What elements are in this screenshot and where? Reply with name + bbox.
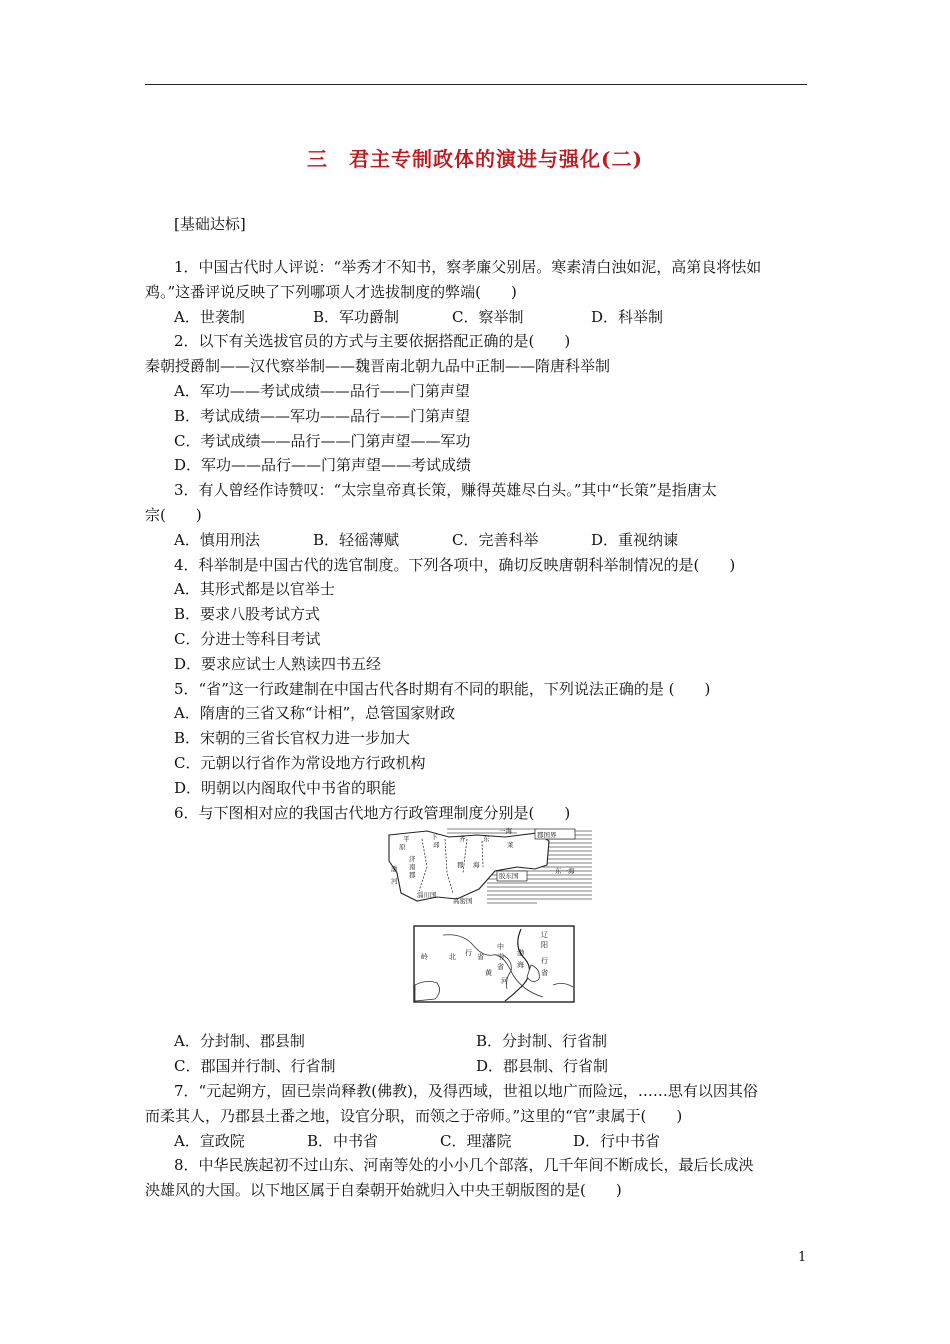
svg-text:省: 省 [477, 953, 484, 962]
q1-stem-line2: 鸡。”这番评说反映了下列哪项人才选拔制度的弊端( ) [145, 282, 517, 301]
q4-stem: 4．科举制是中国古代的选官制度。下列各项中，确切反映唐朝科举制情况的是( ) [174, 555, 736, 574]
q6-option-a[interactable]: A．分封制、郡县制 [174, 1032, 305, 1051]
q7-options [145, 1129, 810, 1154]
svg-text:行: 行 [465, 949, 472, 958]
question-list [145, 255, 810, 1203]
q4-option-a[interactable]: A．其形式都是以官举士 [174, 580, 335, 599]
q3-stem-line2: 宗( ) [145, 505, 202, 524]
svg-text:黄: 黄 [485, 969, 492, 978]
q6-option-c[interactable]: C．郡国并行制、行省制 [174, 1057, 336, 1076]
page-title: 三 君主专制政体的演进与强化(二) [307, 147, 643, 171]
svg-text:一海: 一海 [499, 827, 512, 836]
q2-option-d[interactable]: D．军功——品行——门第声望——考试成绩 [174, 456, 472, 475]
q6-options-row1 [145, 1029, 810, 1054]
q1-option-b[interactable]: B．军功爵制 [313, 307, 400, 326]
header-rule [145, 84, 807, 85]
svg-text:行: 行 [541, 957, 548, 966]
svg-text:省: 省 [541, 969, 548, 978]
q5-stem: 5．“省”这一行政建制在中国古代各时期有不同的职能，下列说法正确的是 ( ) [174, 679, 711, 698]
q6-options-row2 [145, 1054, 810, 1079]
svg-text:阳: 阳 [541, 941, 548, 950]
svg-text:原: 原 [399, 843, 406, 852]
q5-option-d[interactable]: D．明朝以内阁取代中书省的职能 [174, 778, 397, 797]
q2-option-c[interactable]: C．考试成绩——品行——门第声望——军功 [174, 431, 471, 450]
svg-text:辽: 辽 [541, 931, 548, 940]
svg-text:东一海: 东一海 [555, 867, 575, 876]
q5-option-c[interactable]: C．元朝以行省作为常设地方行政机构 [174, 753, 426, 772]
q2-stem: 2．以下有关选拔官员的方式与主要依据搭配正确的是( ) [174, 332, 571, 351]
svg-text:郡: 郡 [409, 871, 416, 880]
svg-text:中: 中 [497, 943, 504, 952]
svg-text:莱: 莱 [507, 841, 514, 850]
q8-stem-line2: 泱雄风的大国。以下地区属于自秦朝开始就归入中央王朝版图的是( ) [145, 1181, 622, 1200]
q1-option-a[interactable]: A．世袭制 [174, 307, 245, 326]
q3-option-a[interactable]: A．慎用刑法 [174, 530, 260, 549]
q7-option-c[interactable]: C．理藩院 [440, 1131, 512, 1150]
svg-text:下: 下 [431, 833, 438, 842]
q1-option-c[interactable]: C．察举制 [452, 307, 524, 326]
q6-option-b[interactable]: B．分封制、行省制 [476, 1032, 608, 1051]
q6-stem: 6．与下图相对应的我国古代地方行政管理制度分别是( ) [174, 803, 571, 822]
q1-option-d[interactable]: D．科举制 [591, 307, 664, 326]
svg-text:海: 海 [517, 961, 524, 970]
svg-text:渤: 渤 [391, 865, 398, 874]
svg-text:胶东国: 胶东国 [499, 872, 519, 881]
svg-text:平: 平 [403, 835, 410, 844]
q7-option-d[interactable]: D．行中书省 [573, 1131, 661, 1150]
q1-options [145, 305, 810, 330]
svg-text:北: 北 [449, 953, 456, 962]
map-yuan-provinces [413, 925, 575, 1003]
svg-text:东: 东 [483, 835, 490, 844]
q7-option-b[interactable]: B．中书省 [307, 1131, 379, 1150]
svg-text:高密国: 高密国 [453, 897, 473, 906]
svg-text:齐: 齐 [459, 835, 466, 844]
q2-option-a[interactable]: A．军功——考试成绩——品行——门第声望 [174, 381, 470, 400]
svg-text:河: 河 [391, 877, 398, 886]
q5-option-a[interactable]: A．隋唐的三省又称“计相”，总管国家财政 [174, 704, 456, 723]
q4-option-c[interactable]: C．分进士等科目考试 [174, 629, 321, 648]
q3-stem-line1: 3．有人曾经作诗赞叹：“太宗皇帝真长策，赚得英雄尽白头。”其中“长策”是指唐太 [174, 481, 717, 500]
q1-stem-line1: 1．中国古代时人评说：“举秀才不知书，察孝廉父别居。寒素清白浊如泥，高第良将怯如 [174, 258, 762, 276]
q7-stem-line2: 而柔其人，乃郡县土番之地，设官分职，而领之于帝师。”这里的“官”隶属于( ) [145, 1106, 683, 1125]
q2-sub: 秦朝授爵制——汉代察举制——魏晋南北朝九品中正制——隋唐科举制 [145, 357, 611, 376]
svg-text:岭: 岭 [421, 953, 428, 962]
q7-stem-line1: 7．“元起朔方，固已崇尚释教(佛教)，及得西域，世祖以地广而险远，……思有以因其俗 [174, 1081, 758, 1100]
svg-text:海: 海 [473, 861, 480, 870]
q4-option-d[interactable]: D．要求应试士人熟读四书五经 [174, 654, 382, 673]
map-han-commanderies [387, 827, 597, 905]
q3-option-b[interactable]: B．轻徭薄赋 [313, 530, 400, 549]
q3-options [145, 528, 810, 553]
svg-text:邳: 邳 [433, 841, 440, 850]
q3-option-c[interactable]: C．完善科举 [452, 530, 539, 549]
svg-text:郡: 郡 [457, 861, 464, 870]
q6-option-d[interactable]: D．郡县制、行省制 [476, 1057, 609, 1076]
q3-option-d[interactable]: D．重视纳谏 [591, 530, 679, 549]
svg-text:郡国界: 郡国界 [537, 831, 557, 840]
svg-text:河: 河 [501, 977, 508, 986]
q5-option-b[interactable]: B．宋朝的三省长官权力进一步加大 [174, 729, 411, 748]
q2-option-b[interactable]: B．考试成绩——军功——品行——门第声望 [174, 406, 471, 425]
page-number: 1 [798, 1250, 807, 1265]
section-heading: [基础达标] [174, 215, 246, 233]
svg-text:淄川国: 淄川国 [417, 891, 437, 900]
q4-option-b[interactable]: B．要求八股考试方式 [174, 605, 321, 624]
svg-text:渤: 渤 [517, 949, 524, 958]
svg-text:书: 书 [497, 953, 504, 962]
svg-text:济: 济 [409, 855, 416, 864]
q7-option-a[interactable]: A．宣政院 [174, 1131, 245, 1150]
svg-text:省: 省 [497, 963, 504, 972]
q8-stem-line1: 8．中华民族起初不过山东、河南等处的小小几个部落，几千年间不断成长，最后长成泱 [174, 1156, 754, 1175]
svg-text:南: 南 [409, 863, 416, 872]
